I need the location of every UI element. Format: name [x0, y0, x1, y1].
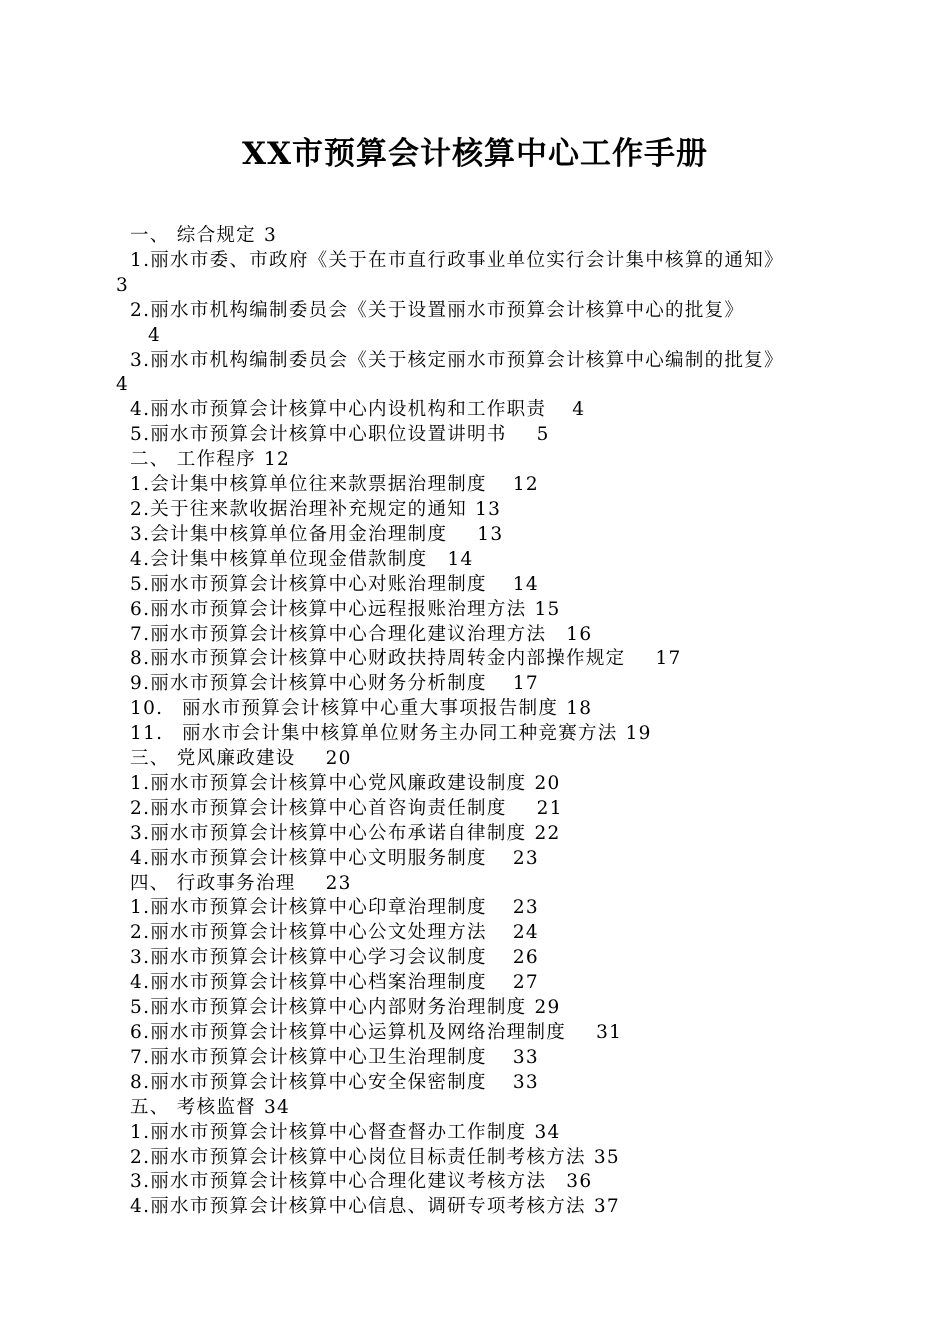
toc-page-number: 26: [512, 947, 539, 969]
toc-page-number: 35: [593, 1146, 620, 1168]
toc-page-number: 18: [566, 698, 593, 720]
toc-page-number: 4: [148, 324, 162, 346]
toc-page-number: 14: [447, 548, 474, 570]
toc-page-number: 20: [534, 772, 561, 794]
toc-section: [116, 224, 828, 249]
toc-entry: [116, 324, 828, 349]
toc-entry: [116, 573, 828, 598]
toc-page-number: 5: [536, 424, 550, 446]
toc-entry-title: 8.丽水市预算会计核算中心安全保密制度: [130, 1071, 487, 1093]
toc-entry: [116, 921, 828, 946]
toc-entry-title: 四、 行政事务治理: [130, 872, 296, 894]
toc-page-number: 34: [263, 1096, 291, 1118]
toc-entry: [116, 423, 828, 448]
toc-section: [116, 872, 828, 897]
toc-entry: [116, 647, 828, 672]
toc-entry-title: 1.丽水市委、市政府《关于在市直行政事业单位实行会计集中核算的通知》: [130, 249, 784, 271]
toc-page-number: 23: [325, 872, 352, 894]
toc-page-number: 12: [263, 449, 291, 471]
toc-page-number: 37: [593, 1196, 620, 1218]
toc-entry-title: 5.丽水市预算会计核算中心内部财务治理制度: [130, 997, 527, 1019]
toc-page-number: 31: [596, 1022, 623, 1043]
toc-entry-title: 4.丽水市预算会计核算中心文明服务制度: [130, 847, 487, 869]
toc-entry: [116, 623, 828, 648]
toc-entry-title: 9.丽水市预算会计核算中心财务分析制度: [130, 673, 487, 695]
toc-entry-title: 5.丽水市预算会计核算中心对账治理制度: [130, 573, 487, 595]
toc-page-number: 4: [572, 399, 586, 421]
toc-entry-title: 5.丽水市预算会计核算中心职位设置讲明书: [130, 424, 507, 446]
toc-page-number: 12: [512, 474, 539, 496]
toc-entry-title: 8.丽水市预算会计核算中心财政扶持周转金内部操作规定: [130, 648, 626, 670]
toc-entry-title: 3.会计集中核算单位备用金治理制度: [130, 523, 448, 545]
toc-entry: [116, 498, 828, 523]
toc-entry-title: 2.关于往来款收据治理补充规定的通知: [130, 498, 468, 520]
toc-entry-title: 6.丽水市预算会计核算中心运算机及网络治理制度: [130, 1022, 567, 1043]
toc-entry-title: 1.丽水市预算会计核算中心印章治理制度: [130, 897, 487, 919]
toc-page-number: 13: [477, 523, 504, 545]
toc-entry-title: 3.丽水市预算会计核算中心公布承诺自律制度: [130, 822, 527, 844]
toc-page-number: 22: [534, 822, 561, 844]
toc-page-number: 29: [534, 997, 561, 1019]
toc-entry: [116, 772, 828, 797]
toc-entry: [116, 946, 828, 971]
toc-page-number: 20: [325, 748, 352, 770]
page-title: XX市预算会计核算中心工作手册: [241, 136, 709, 172]
toc-entry: [116, 1121, 828, 1146]
toc-entry-title: 1.会计集中核算单位往来款票据治理制度: [130, 474, 487, 496]
toc-entry-title: 2.丽水市预算会计核算中心公文处理方法: [130, 922, 487, 944]
toc-entry: [116, 473, 828, 498]
toc-entry: [116, 1146, 828, 1171]
toc-entry: [116, 847, 828, 872]
table-of-contents: [116, 224, 828, 1220]
toc-entry: [116, 1046, 828, 1071]
toc-entry: [116, 996, 828, 1021]
toc-entry-title: 7.丽水市预算会计核算中心合理化建议治理方法: [130, 623, 547, 645]
toc-entry-title: 3.丽水市预算会计核算中心合理化建议考核方法: [130, 1171, 547, 1193]
toc-page-number: 19: [625, 723, 652, 745]
toc-entry: [116, 697, 828, 722]
toc-entry: [116, 1021, 828, 1046]
toc-entry-title: 1.丽水市预算会计核算中心党风廉政建设制度: [130, 772, 527, 794]
toc-entry-title: 一、 综合规定: [130, 225, 256, 246]
toc-page-number: 4: [116, 374, 130, 396]
toc-entry-title: 2.丽水市预算会计核算中心首咨询责任制度: [130, 797, 507, 819]
toc-entry-title: 3.丽水市机构编制委员会《关于核定丽水市预算会计核算中心编制的批复》: [130, 349, 784, 371]
toc-page-number: 17: [655, 648, 682, 670]
toc-entry: [116, 822, 828, 847]
toc-page-number: 13: [475, 498, 502, 520]
toc-section: [116, 1096, 828, 1121]
toc-entry: [116, 523, 828, 548]
toc-page-number: 14: [512, 573, 539, 595]
toc-entry-title: 二、 工作程序: [130, 449, 256, 471]
toc-entry-number: 10.: [130, 698, 164, 720]
toc-page-number: 15: [534, 598, 561, 620]
toc-entry-title: 4.丽水市预算会计核算中心档案治理制度: [130, 972, 487, 994]
toc-entry-title: 丽水市预算会计核算中心重大事项报告制度: [182, 698, 559, 720]
toc-entry: [116, 797, 828, 822]
toc-entry: [116, 722, 828, 747]
toc-entry-title: 4.会计集中核算单位现金借款制度: [130, 548, 428, 570]
toc-entry: [116, 896, 828, 921]
toc-entry-title: 4.丽水市预算会计核算中心内设机构和工作职责: [130, 399, 547, 421]
toc-entry: [116, 398, 828, 423]
toc-entry-title: 3.丽水市预算会计核算中心学习会议制度: [130, 947, 487, 969]
toc-entry-title: 6.丽水市预算会计核算中心远程报账治理方法: [130, 598, 527, 620]
toc-page-number: 27: [512, 972, 539, 994]
toc-page-number: 36: [566, 1171, 593, 1193]
toc-entry-title: 五、 考核监督: [130, 1096, 256, 1118]
toc-entry: [116, 672, 828, 697]
toc-entry: [116, 1071, 828, 1096]
toc-page-number: 34: [534, 1121, 561, 1143]
toc-page-number: 33: [512, 1071, 539, 1093]
toc-entry: [116, 548, 828, 573]
toc-entry: [116, 1195, 828, 1220]
toc-entry: [116, 598, 828, 623]
toc-page-number: 17: [512, 673, 539, 695]
toc-page-number: 21: [536, 797, 563, 819]
toc-page-number: 23: [512, 897, 539, 919]
toc-entry-title: 2.丽水市预算会计核算中心岗位目标责任制考核方法: [130, 1146, 586, 1168]
toc-entry: [116, 349, 816, 399]
toc-entry-title: 2.丽水市机构编制委员会《关于设置丽水市预算会计核算中心的批复》: [130, 299, 745, 321]
toc-entry: [116, 249, 816, 299]
toc-entry-title: 三、 党风廉政建设: [130, 748, 296, 770]
toc-page-number: 3: [116, 274, 130, 296]
toc-page-number: 24: [512, 922, 539, 944]
toc-entry-title: 7.丽水市预算会计核算中心卫生治理制度: [130, 1046, 487, 1068]
toc-entry-title: 丽水市会计集中核算单位财务主办同工种竞赛方法: [182, 723, 618, 745]
toc-page-number: 33: [512, 1046, 539, 1068]
toc-entry-title: 1.丽水市预算会计核算中心督查督办工作制度: [130, 1121, 527, 1143]
toc-page-number: 16: [566, 623, 593, 645]
toc-entry-number: 11.: [130, 723, 164, 745]
toc-entry-title: 4.丽水市预算会计核算中心信息、调研专项考核方法: [130, 1196, 586, 1218]
toc-entry: [116, 971, 828, 996]
toc-entry: [116, 299, 828, 324]
toc-section: [116, 747, 828, 772]
toc-page-number: 3: [263, 225, 278, 246]
toc-entry: [116, 1170, 828, 1195]
toc-section: [116, 448, 828, 473]
toc-page-number: 23: [512, 847, 539, 869]
